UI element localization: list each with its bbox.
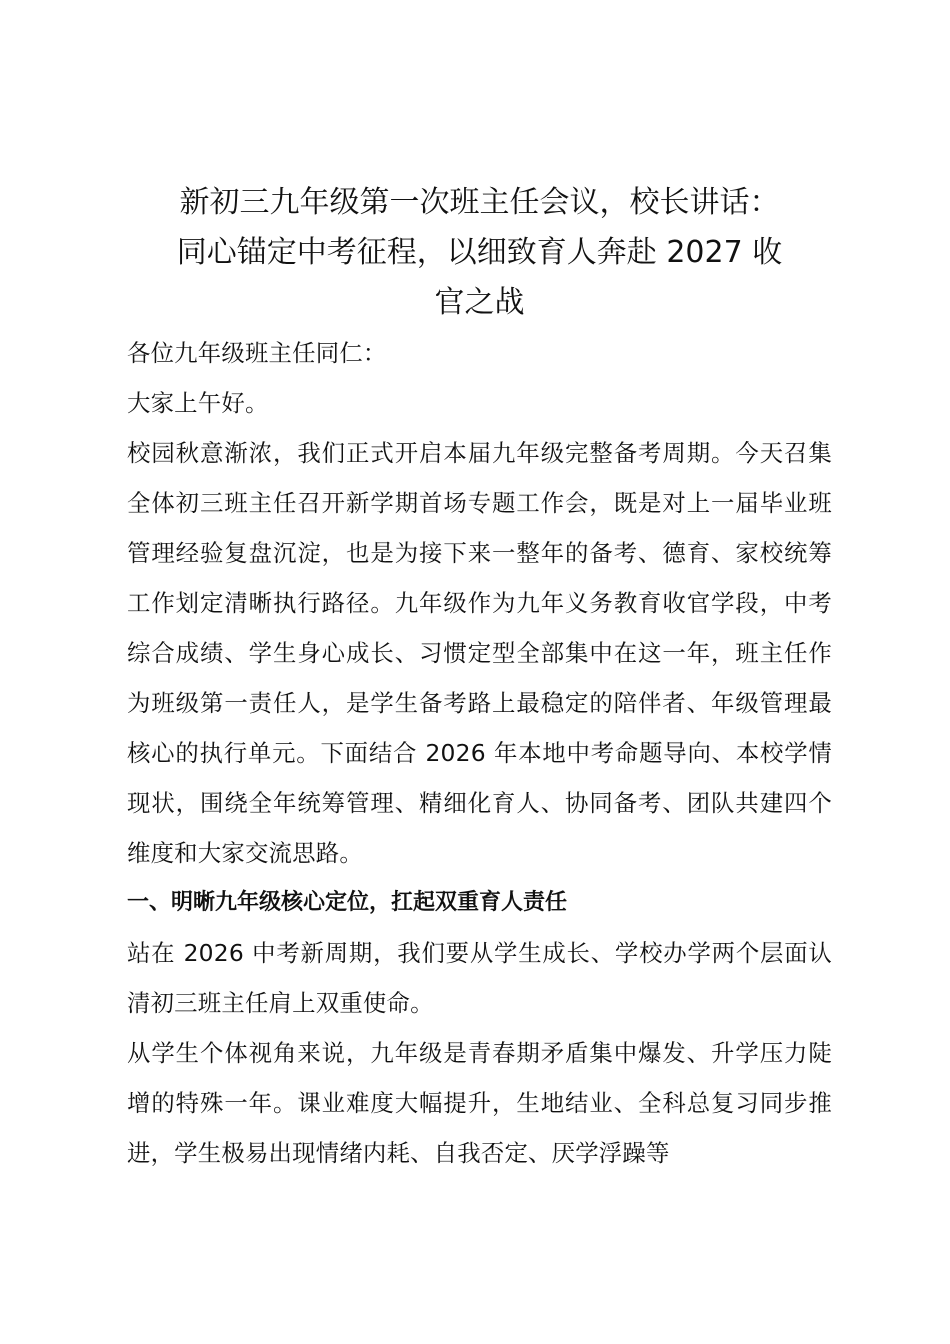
title-line-2: 同心锚定中考征程，以细致育人奔赴 2027 收 <box>176 235 783 270</box>
title-line-3: 官之战 <box>434 285 525 320</box>
greeting: 大家上午好。 <box>127 389 269 417</box>
section1-paragraph-2: 从学生个体视角来说，九年级是青春期矛盾集中爆发、升学压力陡增的特殊一年。课业难度大幅提升，生地结业、全科总复习同步推进，学生极易出现情绪内耗、自我否定、厌学浮躁等 <box>127 1039 832 1167</box>
document-page <box>127 178 832 1178</box>
document-title <box>127 178 832 328</box>
section1-paragraph-1: 站在 2026 中考新周期，我们要从学生成长、学校办学两个层面认清初三班主任肩上双重使命。 <box>127 939 832 1017</box>
section-heading-1: 一、明晰九年级核心定位，扛起双重育人责任 <box>127 890 568 915</box>
intro-paragraph: 校园秋意渐浓，我们正式开启本届九年级完整备考周期。今天召集全体初三班主任召开新学期首场专题工作会，既是对上一届毕业班管理经验复盘沉淀，也是为接下来一整年的备考、德育、家校统筹工作划定清晰执行路径。九年级作为九年义务教育收官学段，中考综合成绩、学生身心成长、习惯定型全部集中在这一年，班主任作为班级第一责任人，是学生备考路上最稳定的陪伴者、年级管理最核心的执行单元。下面结合 2026 年本地中考命题导向、本校学情现状，围绕全年统筹管理、精细化育人、协同备考、团队共建四个维度和大家交流思路。 <box>127 439 832 867</box>
salutation: 各位九年级班主任同仁： <box>127 339 387 367</box>
title-line-1: 新初三九年级第一次班主任会议，校长讲话： <box>179 185 780 220</box>
